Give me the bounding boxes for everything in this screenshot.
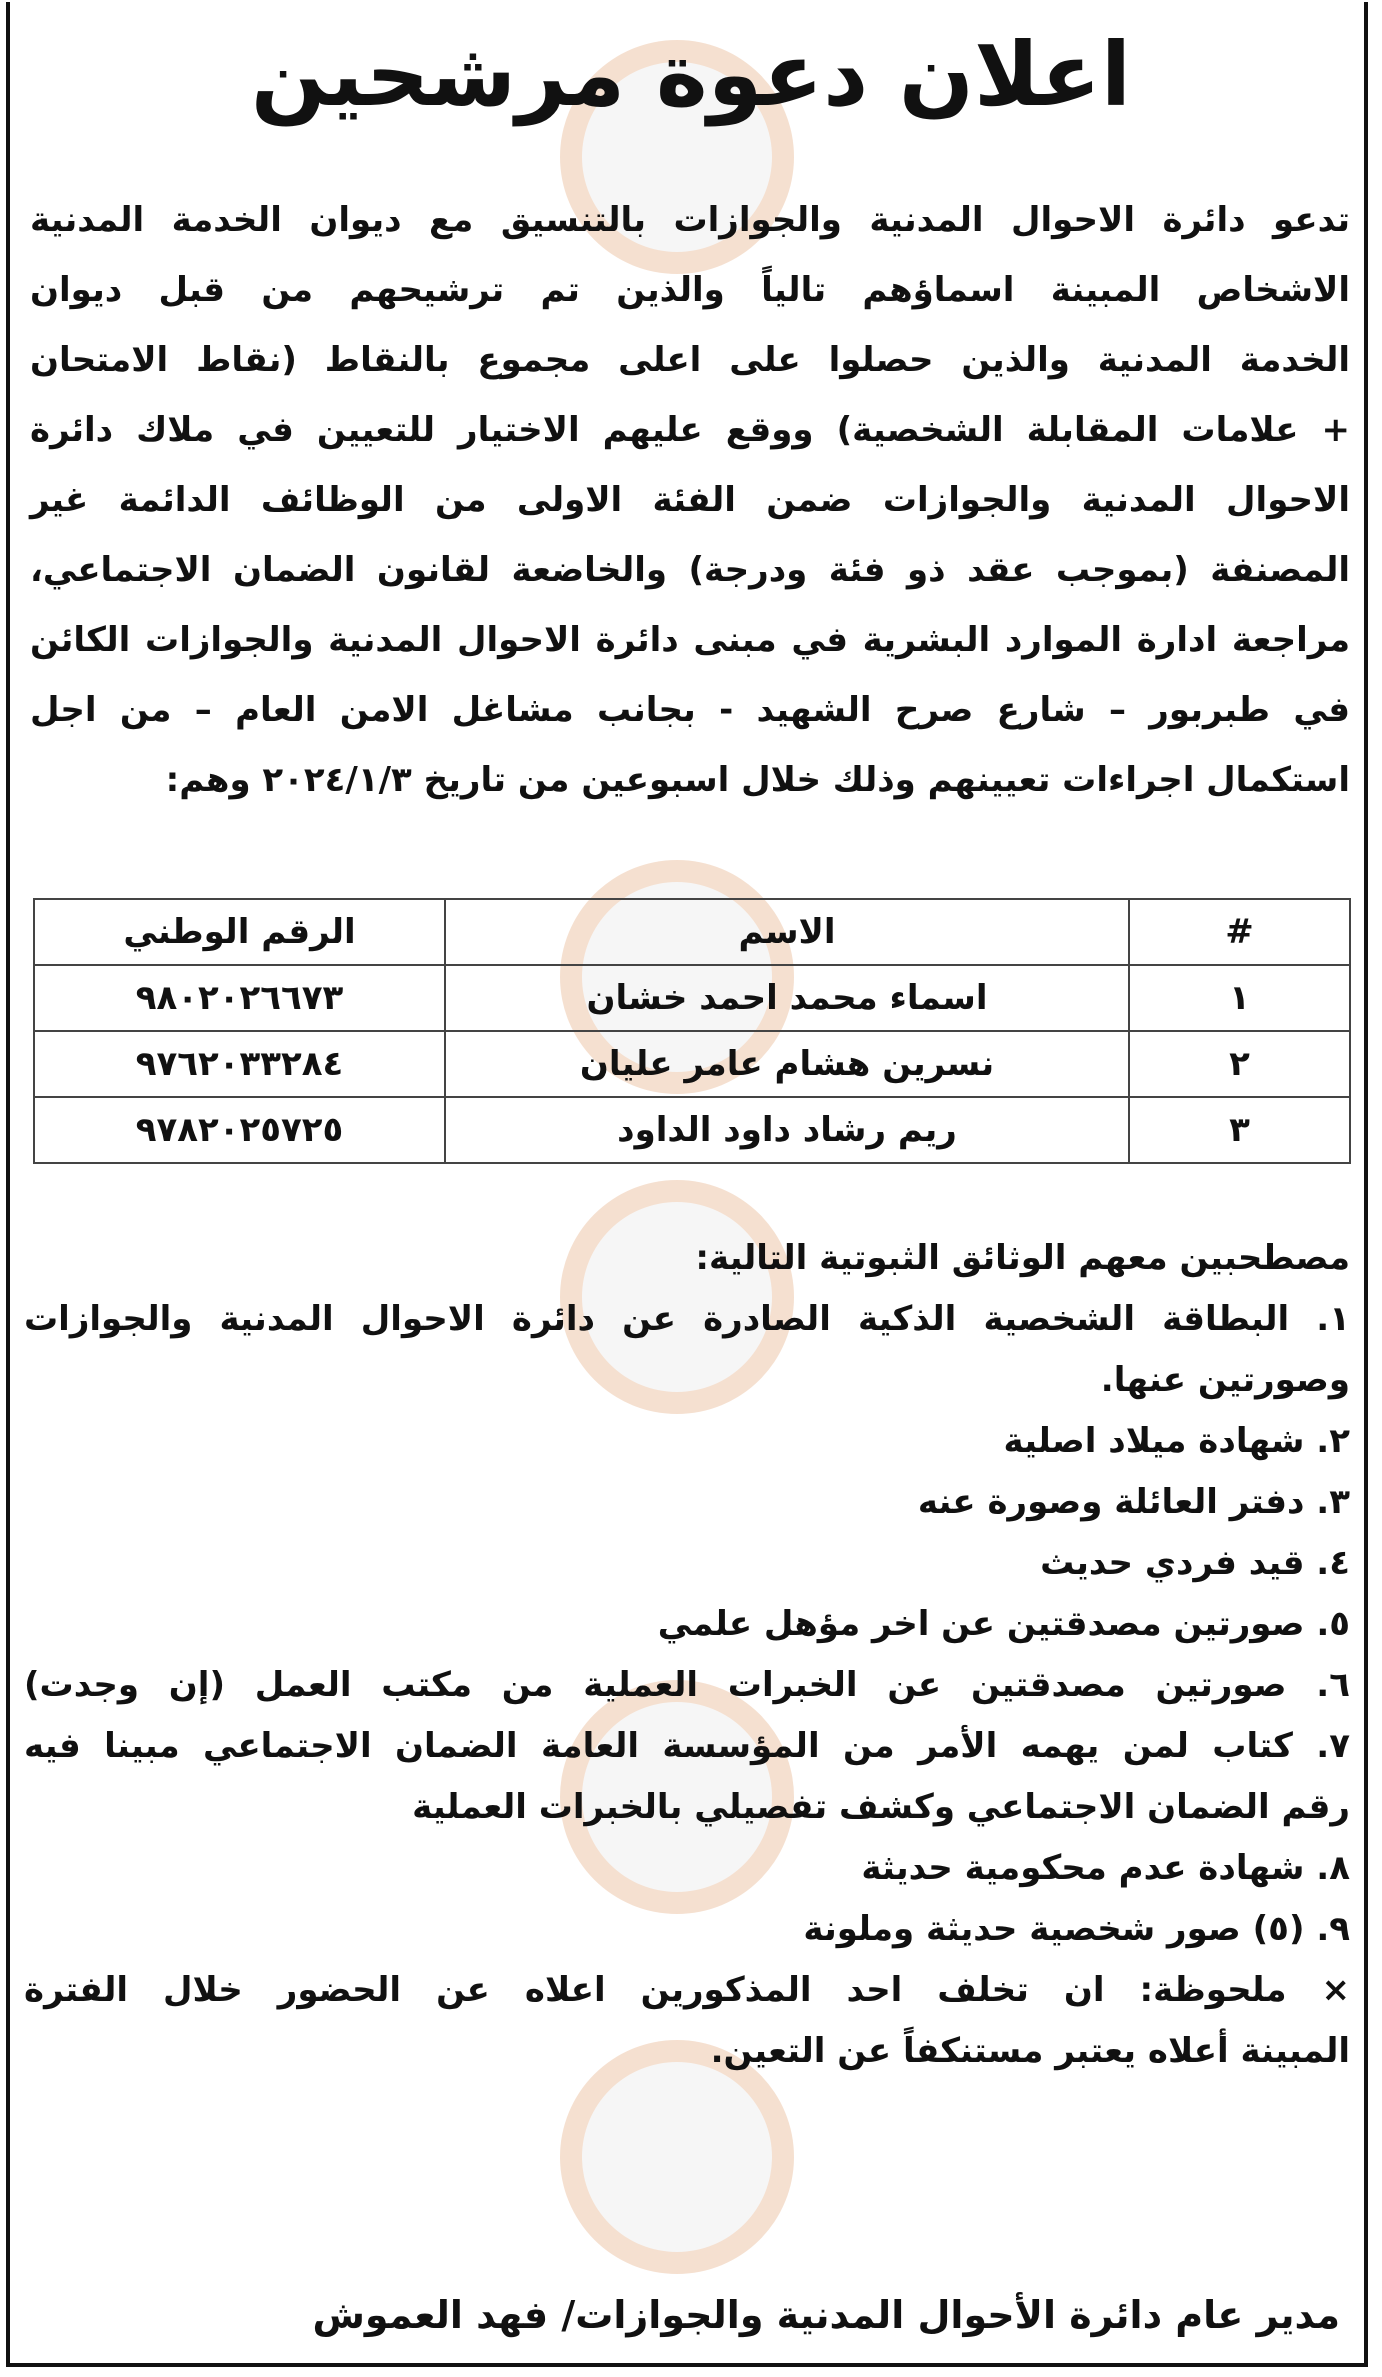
paragraph-line: الخدمة المدنية والذين حصلوا على اعلى مجموع بالنقاط (نقاط الامتحان: [30, 340, 1350, 380]
row-national-id: ٩٧٦٢٠٣٣٢٨٤: [34, 1031, 445, 1097]
signature: مدير عام دائرة الأحوال المدنية والجوازات/ فهد العموش: [312, 2293, 1340, 2337]
list-item: ٩. (٥) صور شخصية حديثة وملونة: [803, 1909, 1350, 1949]
table-row: [34, 965, 1350, 1031]
paragraph-line: في طبربور – شارع صرح الشهيد - بجانب مشاغل الامن العام – من اجل: [30, 690, 1350, 730]
paragraph-line: الاشخاص المبينة اسماؤهم تالياً والذين تم ترشيحهم من قبل ديوان: [30, 270, 1350, 310]
row-name: اسماء محمد احمد خشان: [445, 965, 1129, 1031]
announcement-paragraph: [30, 185, 1350, 815]
list-item: وصورتين عنها.: [1100, 1360, 1350, 1400]
paragraph-line: الاحوال المدنية والجوازات ضمن الفئة الاولى من الوظائف الدائمة غير: [30, 480, 1350, 520]
documents-intro: مصطحبين معهم الوثائق الثبوتية التالية:: [695, 1238, 1350, 1278]
note-line: المبينة أعلاه يعتبر مستنكفاً عن التعين.: [710, 2031, 1350, 2071]
paragraph-line: المصنفة (بموجب عقد ذو فئة ودرجة) والخاضعة لقانون الضمان الاجتماعي،: [30, 550, 1350, 590]
candidates-table: [33, 898, 1351, 1164]
page-title: اعلان دعوة مرشحين: [250, 23, 1132, 126]
row-name: ريم رشاد داود الداود: [445, 1097, 1129, 1163]
list-item: رقم الضمان الاجتماعي وكشف تفصيلي بالخبرات العملية: [412, 1787, 1350, 1827]
row-number: ٢: [1129, 1031, 1350, 1097]
list-item: ٣. دفتر العائلة وصورة عنه: [917, 1482, 1350, 1522]
header-name: الاسم: [445, 899, 1129, 965]
row-national-id: ٩٨٠٢٠٢٦٦٧٣: [34, 965, 445, 1031]
list-item: ٤. قيد فردي حديث: [1040, 1543, 1350, 1583]
paragraph-line: + علامات المقابلة الشخصية) ووقع عليهم الاختيار للتعيين في ملاك دائرة: [30, 410, 1350, 450]
table-header-row: [34, 899, 1350, 965]
row-number: ٣: [1129, 1097, 1350, 1163]
note-line: × ملحوظة: ان تخلف احد المذكورين اعلاه عن الحضور خلال الفترة: [24, 1970, 1350, 2010]
row-number: ١: [1129, 965, 1350, 1031]
table-row: [34, 1031, 1350, 1097]
list-item: ٦. صورتين مصدقتين عن الخبرات العملية من مكتب العمل (إن وجدت): [24, 1665, 1350, 1705]
row-national-id: ٩٧٨٢٠٢٥٧٢٥: [34, 1097, 445, 1163]
table-row: [34, 1097, 1350, 1163]
paragraph-line: استكمال اجراءات تعيينهم وذلك خلال اسبوعين من تاريخ ٢٠٢٤/١/٣ وهم:: [165, 760, 1350, 800]
paragraph-line: تدعو دائرة الاحوال المدنية والجوازات بالتنسيق مع ديوان الخدمة المدنية: [30, 200, 1350, 240]
paragraph-line: مراجعة ادارة الموارد البشرية في مبنى دائرة الاحوال المدنية والجوازات الكائن: [30, 620, 1350, 660]
list-item: ٥. صورتين مصدقتين عن اخر مؤهل علمي: [657, 1604, 1350, 1644]
header-number: #: [1129, 899, 1350, 965]
list-item: ٨. شهادة عدم محكومية حديثة: [861, 1848, 1350, 1888]
row-name: نسرين هشام عامر عليان: [445, 1031, 1129, 1097]
list-item: ١. البطاقة الشخصية الذكية الصادرة عن دائرة الاحوال المدنية والجوازات: [24, 1299, 1350, 1339]
header-national-id: الرقم الوطني: [34, 899, 445, 965]
documents-list: [24, 1228, 1350, 2082]
list-item: ٢. شهادة ميلاد اصلية: [1003, 1421, 1350, 1461]
list-item: ٧. كتاب لمن يهمه الأمر من المؤسسة العامة الضمان الاجتماعي مبينا فيه: [24, 1726, 1350, 1766]
